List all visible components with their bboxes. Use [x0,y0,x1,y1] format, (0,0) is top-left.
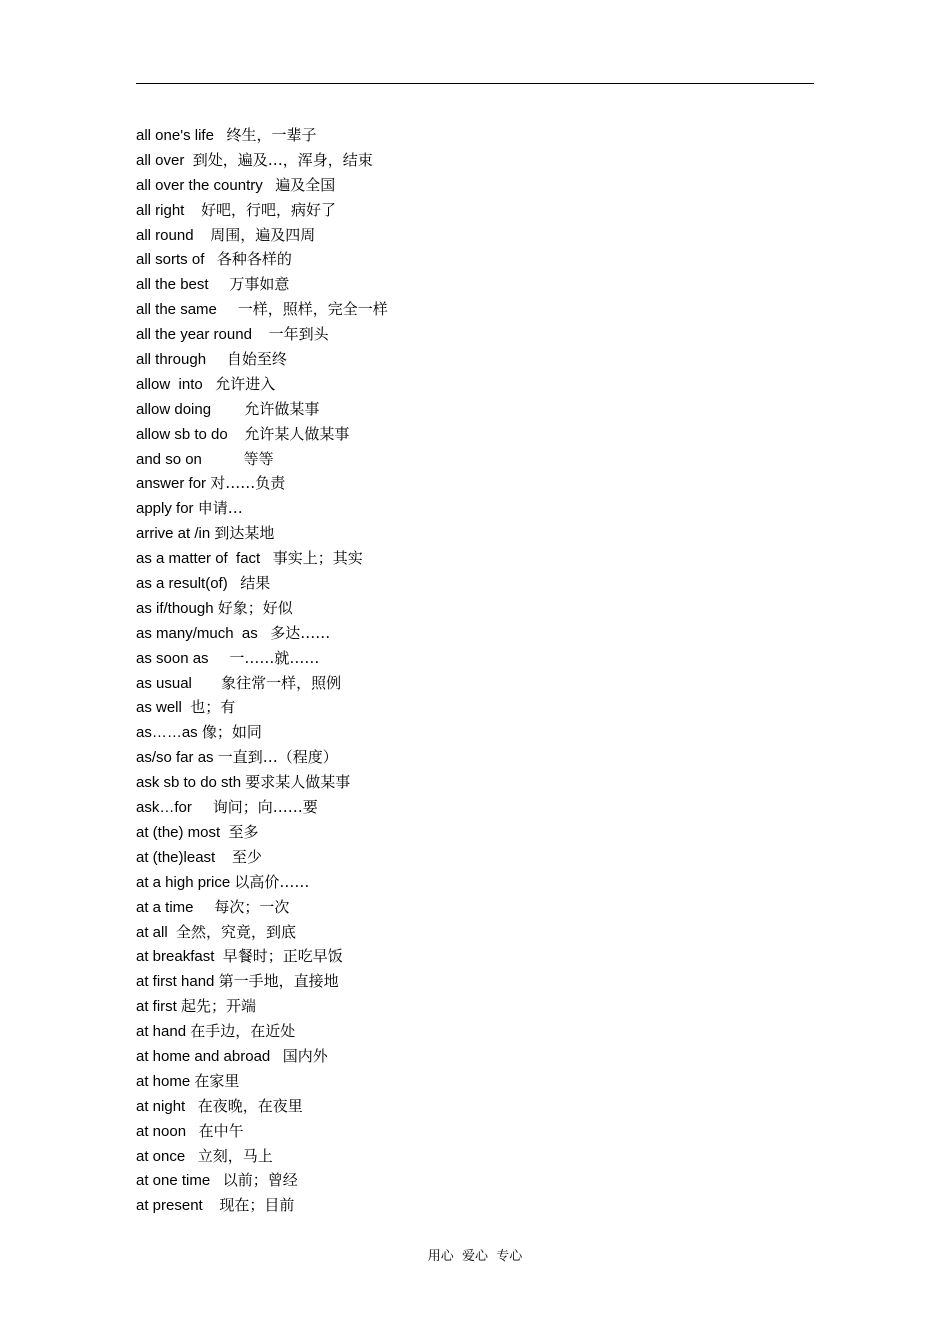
phrase-gap [217,301,238,318]
phrase-english: allow doing [136,400,212,418]
phrase-english: as……as [136,724,198,742]
phrase-chinese: 每次；一次 [214,897,290,916]
phrase-entry [136,870,388,895]
phrase-entry [136,745,388,770]
phrase-chinese: 遍及全国 [275,175,336,194]
phrase-english: at (the) most [136,823,221,841]
phrase-gap [215,849,232,866]
phrase-english: all over the country [136,176,263,194]
phrase-chinese: 以高价…… [234,872,310,891]
phrase-english: at a time [136,898,194,916]
phrase-english: all round [136,226,194,244]
phrase-english: at breakfast [136,948,215,966]
phrase-list [136,123,388,1218]
phrase-entry [136,173,388,198]
phrase-chinese: 一……就…… [229,648,320,667]
phrase-entry [136,397,388,422]
phrase-chinese: 第一手地，直接地 [218,972,339,991]
phrase-entry [136,596,388,621]
phrase-gap [258,625,271,642]
phrase-english: at first [136,998,177,1016]
phrase-chinese: 早餐时；正吃早饭 [222,947,343,966]
phrase-gap [209,276,230,293]
phrase-english: ask sb to do sth [136,774,242,792]
phrase-gap [204,251,217,268]
phrase-gap [192,799,213,816]
phrase-english: apply for [136,500,194,518]
header-rule [136,83,814,84]
phrase-english: at one time [136,1172,211,1190]
phrase-english: at a high price [136,873,231,891]
phrase-chinese: 起先；开端 [181,997,257,1016]
phrase-chinese: 等等 [243,449,274,468]
phrase-gap [214,948,222,965]
phrase-english: at present [136,1197,203,1215]
phrase-entry [136,795,388,820]
phrase-chinese: 全然，究竟，到底 [176,922,297,941]
phrase-entry [136,1044,388,1069]
phrase-chinese: 允许进入 [215,374,276,393]
phrase-entry [136,247,388,272]
page-footer: 用心 爱心 专心 [427,1249,523,1264]
phrase-english: as/so far as [136,749,214,767]
phrase-gap [186,1123,199,1140]
phrase-gap [203,1197,220,1214]
phrase-chinese: 自始至终 [226,350,287,369]
phrase-gap [228,575,241,592]
phrase-entry [136,123,388,148]
phrase-chinese: 允许某人做某事 [244,424,350,443]
phrase-chinese: 现在；目前 [219,1196,295,1215]
phrase-english: at home [136,1072,191,1090]
phrase-english: as a result(of) [136,575,228,593]
phrase-english: all one's life [136,127,214,144]
phrase-chinese: 好象；好似 [217,598,293,617]
phrase-chinese: 在中午 [198,1121,244,1140]
phrase-chinese: 万事如意 [229,275,290,294]
phrase-english: answer for [136,475,207,493]
phrase-entry [136,994,388,1019]
phrase-entry [136,1168,388,1193]
phrase-entry [136,496,388,521]
phrase-gap [210,1172,223,1189]
phrase-chinese: 对……负责 [210,474,286,493]
phrase-entry [136,1144,388,1169]
phrase-english: all the best [136,276,209,294]
phrase-english: at first hand [136,973,215,991]
phrase-entry [136,646,388,671]
phrase-english: ask…for [136,799,192,817]
phrase-gap [184,202,201,219]
phrase-chinese: 一样，照样，完全一样 [237,300,388,319]
phrase-english: allow into [136,375,203,393]
phrase-english: as well [136,699,182,717]
phrase-entry [136,1094,388,1119]
phrase-chinese: 一直到…（程度） [217,748,338,767]
phrase-gap [270,1048,283,1065]
phrase-gap [202,451,244,468]
phrase-gap [182,699,190,716]
phrase-entry [136,1019,388,1044]
phrase-gap [168,924,176,941]
phrase-gap [228,426,245,443]
phrase-chinese: 到处，遍及…，浑身，结束 [192,150,373,169]
phrase-english: at noon [136,1122,187,1140]
phrase-entry [136,546,388,571]
phrase-entry [136,969,388,994]
phrase-english: as soon as [136,649,209,667]
phrase-chinese: 象往常一样，照例 [221,673,342,692]
phrase-gap [203,376,216,393]
phrase-english: all over [136,151,185,169]
phrase-english: as usual [136,674,192,692]
phrase-english: as if/though [136,599,214,617]
phrase-entry [136,1119,388,1144]
phrase-entry [136,422,388,447]
phrase-entry [136,720,388,745]
phrase-chinese: 像；如同 [201,723,262,742]
phrase-gap [214,127,227,144]
phrase-english: as many/much as [136,624,258,642]
phrase-entry [136,920,388,945]
phrase-entry [136,471,388,496]
phrase-entry [136,347,388,372]
phrase-gap [220,824,228,841]
phrase-english: all the year round [136,326,252,344]
phrase-chinese: 结果 [240,574,271,593]
phrase-chinese: 各种各样的 [216,250,292,269]
phrase-chinese: 允许做某事 [244,399,320,418]
phrase-chinese: 好吧，行吧，病好了 [201,200,337,219]
phrase-english: at all [136,923,168,941]
phrase-chinese: 至多 [228,822,259,841]
phrase-chinese: 也；有 [190,698,236,717]
phrase-chinese: 在家里 [194,1071,240,1090]
phrase-chinese: 至少 [231,847,262,866]
phrase-gap [260,550,273,567]
phrase-gap [192,675,221,692]
phrase-chinese: 以前；曾经 [222,1171,298,1190]
phrase-english: all right [136,201,185,219]
phrase-entry [136,322,388,347]
phrase-english: at once [136,1147,186,1165]
phrase-english: at (the)least [136,848,216,866]
phrase-gap [194,899,215,916]
phrase-chinese: 申请… [197,499,243,518]
phrase-english: at night [136,1097,186,1115]
phrase-chinese: 在手边，在近处 [190,1022,296,1041]
phrase-gap [209,650,230,667]
phrase-gap [211,401,244,418]
phrase-english: as a matter of fact [136,550,261,568]
phrase-entry [136,621,388,646]
phrase-entry [136,198,388,223]
phrase-english: at hand [136,1023,187,1041]
phrase-entry [136,695,388,720]
phrase-chinese: 立刻，马上 [197,1146,273,1165]
phrase-english: arrive at /in [136,525,211,543]
phrase-entry [136,447,388,472]
phrase-gap [263,177,276,194]
phrase-entry [136,372,388,397]
phrase-gap [194,227,211,244]
phrase-english: and so on [136,450,202,468]
phrase-chinese: 一年到头 [268,325,329,344]
phrase-entry [136,571,388,596]
phrase-english: all sorts of [136,251,205,269]
phrase-english: all the same [136,301,217,319]
phrase-chinese: 在夜晚，在夜里 [197,1096,303,1115]
phrase-chinese: 要求某人做某事 [245,773,351,792]
phrase-entry [136,944,388,969]
phrase-entry [136,272,388,297]
phrase-english: allow sb to do [136,425,228,443]
phrase-entry [136,148,388,173]
phrase-entry [136,820,388,845]
phrase-entry [136,770,388,795]
phrase-english: at home and abroad [136,1047,271,1065]
phrase-gap [185,1098,198,1115]
phrase-entry [136,521,388,546]
phrase-entry [136,845,388,870]
phrase-entry [136,297,388,322]
phrase-entry [136,223,388,248]
phrase-gap [185,1148,198,1165]
phrase-entry [136,1069,388,1094]
phrase-entry [136,671,388,696]
phrase-gap [206,351,227,368]
phrase-chinese: 事实上；其实 [272,549,363,568]
phrase-chinese: 到达某地 [214,524,275,543]
phrase-chinese: 终生，一辈子 [226,126,317,144]
phrase-chinese: 询问；向……要 [212,798,318,817]
phrase-entry [136,895,388,920]
phrase-gap [252,326,269,343]
phrase-chinese: 周围，遍及四周 [210,225,316,244]
phrase-chinese: 国内外 [282,1046,328,1065]
phrase-gap [184,152,192,169]
phrase-english: all through [136,351,207,369]
phrase-entry [136,1193,388,1218]
phrase-chinese: 多达…… [270,623,331,642]
